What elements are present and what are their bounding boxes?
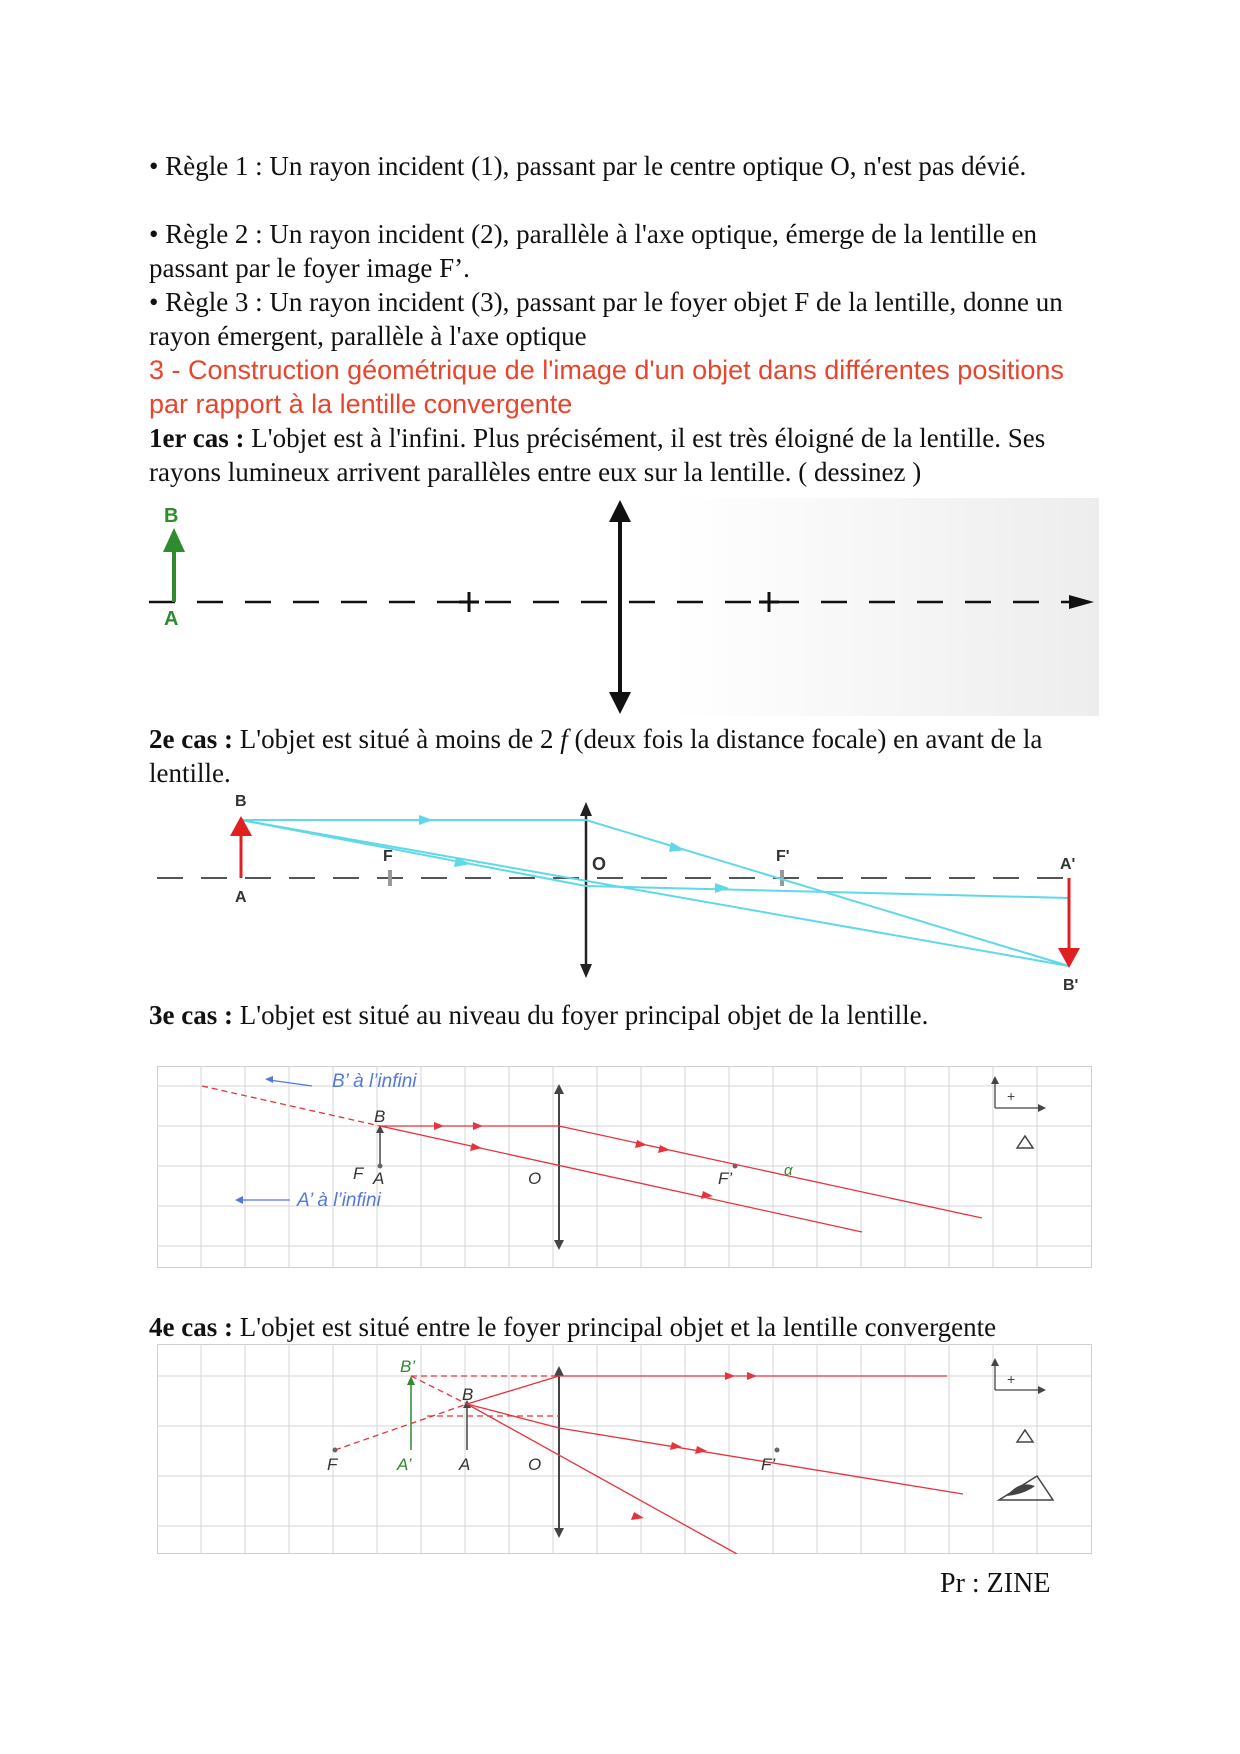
- label-plus: +: [1007, 1371, 1016, 1387]
- rule-2: • Règle 2 : Un rayon incident (2), parallèle à l'axe optique, émerge de la lentille en passant par le foyer image F’.: [149, 219, 1037, 283]
- signature: Pr : ZINE: [940, 1568, 1051, 1599]
- light-rays: [241, 820, 1069, 966]
- label-f: F: [327, 1455, 338, 1474]
- case-1-label: 1er cas :: [149, 423, 245, 453]
- label-a-infinite: A’ à l’infini: [297, 1190, 381, 1211]
- label-f: F: [383, 848, 393, 865]
- case-4-text: [149, 1310, 1109, 1344]
- label-b: B: [164, 505, 179, 527]
- case-2-body-1: L'objet est situé à moins de 2: [232, 724, 561, 754]
- label-b: B: [235, 793, 247, 810]
- figure-1-background: [149, 498, 1099, 716]
- case-2-body-2: (deux fois la distance focale) en avant de la lentille.: [149, 724, 1043, 788]
- case-1-body: L'objet est à l'infini. Plus précisément, il est très éloigné de la lentille. Ses rayons lumineux arrivent parallèles entre eux sur la lentille. ( dessinez ): [149, 423, 1046, 487]
- label-a-prime: A': [1060, 856, 1076, 873]
- case-3-label: 3e cas :: [149, 1000, 233, 1030]
- label-alpha: α: [784, 1162, 793, 1179]
- label-f-prime: F’: [761, 1455, 776, 1474]
- rule-3: • Règle 3 : Un rayon incident (3), passant par le foyer objet F de la lentille, donne un rayon émergent, parallèle à l'axe optique: [149, 287, 1063, 351]
- label-o: O: [528, 1169, 542, 1188]
- label-a: A: [373, 1169, 385, 1188]
- lens-top-arrow-icon: [580, 802, 592, 816]
- label-a-prime: A’: [397, 1455, 412, 1474]
- case-4-label: 4e cas :: [149, 1312, 233, 1342]
- figure-case-4: [157, 1344, 1092, 1554]
- section-heading: 3 - Construction géométrique de l'image d'un objet dans différentes positions par rapport à la lentille convergente: [149, 355, 1064, 419]
- case-3-text: [149, 998, 1109, 1032]
- label-a: A: [459, 1455, 471, 1474]
- focus-f-point: [378, 1164, 383, 1169]
- figure-case-3: [157, 1066, 1092, 1268]
- label-a: A: [235, 889, 247, 906]
- label-f: F: [353, 1164, 364, 1183]
- figure-case-1: [149, 498, 1099, 716]
- label-plus: +: [1007, 1088, 1016, 1104]
- label-b-prime: B': [1063, 977, 1079, 994]
- label-b: B: [374, 1107, 386, 1126]
- lens-bottom-arrow-icon: [580, 964, 592, 978]
- grid-frame: [158, 1067, 1092, 1268]
- rule-1: • Règle 1 : Un rayon incident (1), passant par le centre optique O, n'est pas dévié.: [149, 151, 1027, 181]
- label-f-prime: F': [776, 848, 790, 865]
- ray-arrows: [419, 815, 729, 893]
- label-b-prime: B’: [400, 1357, 416, 1376]
- case-4-body: L'objet est situé entre le foyer principal objet et la lentille convergente: [232, 1312, 997, 1342]
- label-o: O: [528, 1455, 542, 1474]
- label-b-infinite: B’ à l’infini: [332, 1071, 417, 1092]
- label-a: A: [164, 608, 179, 630]
- case-2-text: [149, 722, 1109, 790]
- label-f-prime: F’: [718, 1169, 733, 1188]
- case-2-label: 2e cas :: [149, 724, 233, 754]
- figure-case-2: [149, 790, 1099, 995]
- label-o: O: [592, 854, 607, 874]
- focus-f-prime-point: [775, 1448, 780, 1453]
- case-1-text: [149, 421, 1109, 489]
- case-2-f-symbol: f: [560, 724, 568, 754]
- label-b: B: [462, 1385, 474, 1404]
- case-3-body: L'objet est situé au niveau du foyer principal objet de la lentille.: [232, 1000, 929, 1030]
